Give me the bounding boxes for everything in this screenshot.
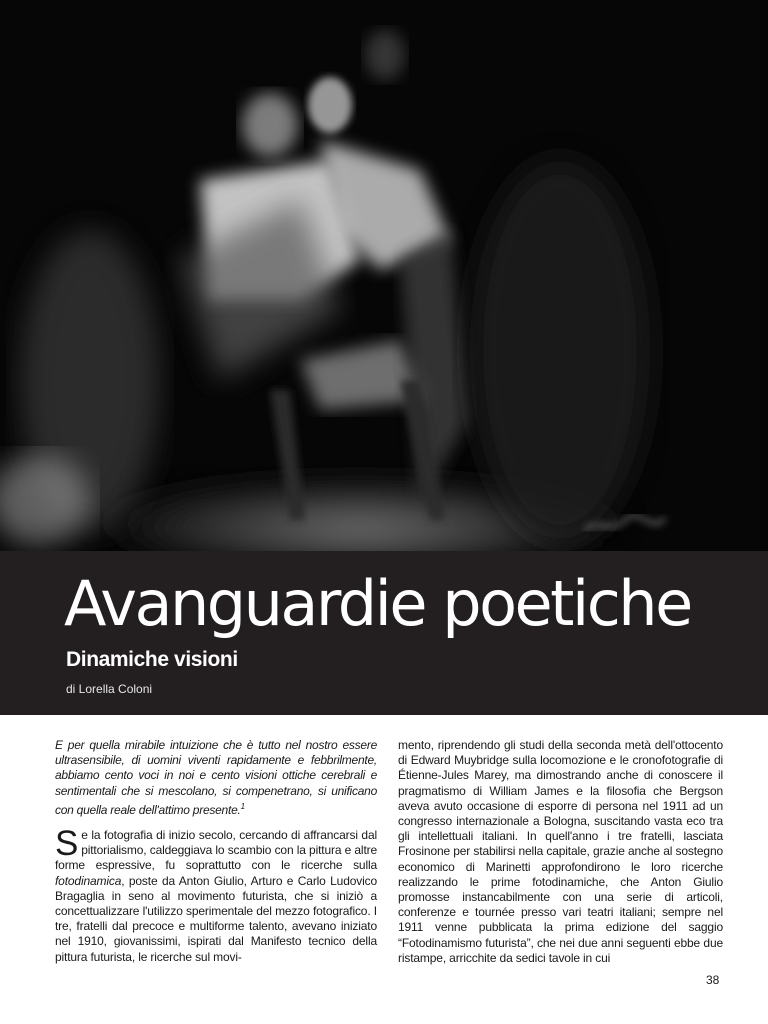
text-column-right	[398, 738, 723, 966]
article-title: Avanguardie poetiche	[64, 567, 691, 640]
body-text-left: e la fotografia di inizio secolo, cercando di affrancarsi dal pittorialismo, caldeggiava lo scambio con la pittura e altre forme espressive, fu soprattutto con le ricerche sulla	[55, 828, 377, 873]
text-column-left	[55, 738, 377, 965]
body-text-left-rest: , poste da Anton Giulio, Arturo e Carlo Ludovico Bragaglia in seno al movimento futurista, che si iniziò a concettualizzare l'utilizzo sperimentale del mezzo fotografico. I tre, fratelli dal precoce e multiforme talento, avevano iniziato nel 1910, giovanissimi, ispirati dal Manifesto tecnico della pittura futurista, le ricerche sul movi-	[55, 873, 377, 964]
title-band	[0, 551, 768, 715]
footnote-marker: 1	[240, 801, 245, 811]
epigraph	[55, 738, 377, 818]
body-paragraph-left	[55, 824, 377, 965]
page-number: 38	[706, 973, 720, 987]
epigraph-text: E per quella mirabile intuizione che è tutto nel nostro essere ultrasensibile, di uomini viventi rapidamente e febbrilmente, abbiamo cento voci in noi e cento visioni ottiche cerebrali e sentimentali che si mescolano, si compenetrano, si unificano con quella reale dell'attimo presente.	[55, 738, 377, 817]
dropcap: S	[55, 824, 79, 864]
article-subtitle: Dinamiche visioni	[66, 648, 238, 671]
body-text-emphasis: fotodinamica	[55, 873, 122, 888]
body-paragraph-right: mento, riprendendo gli studi della seconda metà dell'ottocento di Edward Muybridge sulla locomozione e le cronofotografie di Étienne-Jules Marey, ma dimostrando anche di conoscere il pragmatismo di William James e la filosofia che Bergson aveva avuto occasione di esporre di persona nel 1911 ad un congresso internazionale a Bologna, suscitando vasta eco tra gli intellettuali italiani. In quell'anno i tre fratelli, lasciata Frosinone per stabilirsi nella capitale, grazie anche al sostegno economico di Marinetti approfondirono le loro ricerche realizzando le prime fotodinamiche, che Anton Giulio promosse instancabilmente con una serie di articoli, conferenze e tournée presso vari teatri italiani; sempre nel 1911 venne pubblicata la prima edizione del saggio “Fotodinamismo futurista”, che nei due anni seguenti ebbe due ristampe, arricchite da sedici tavole in cui	[398, 738, 723, 965]
article-byline: di Lorella Coloni	[66, 682, 153, 696]
